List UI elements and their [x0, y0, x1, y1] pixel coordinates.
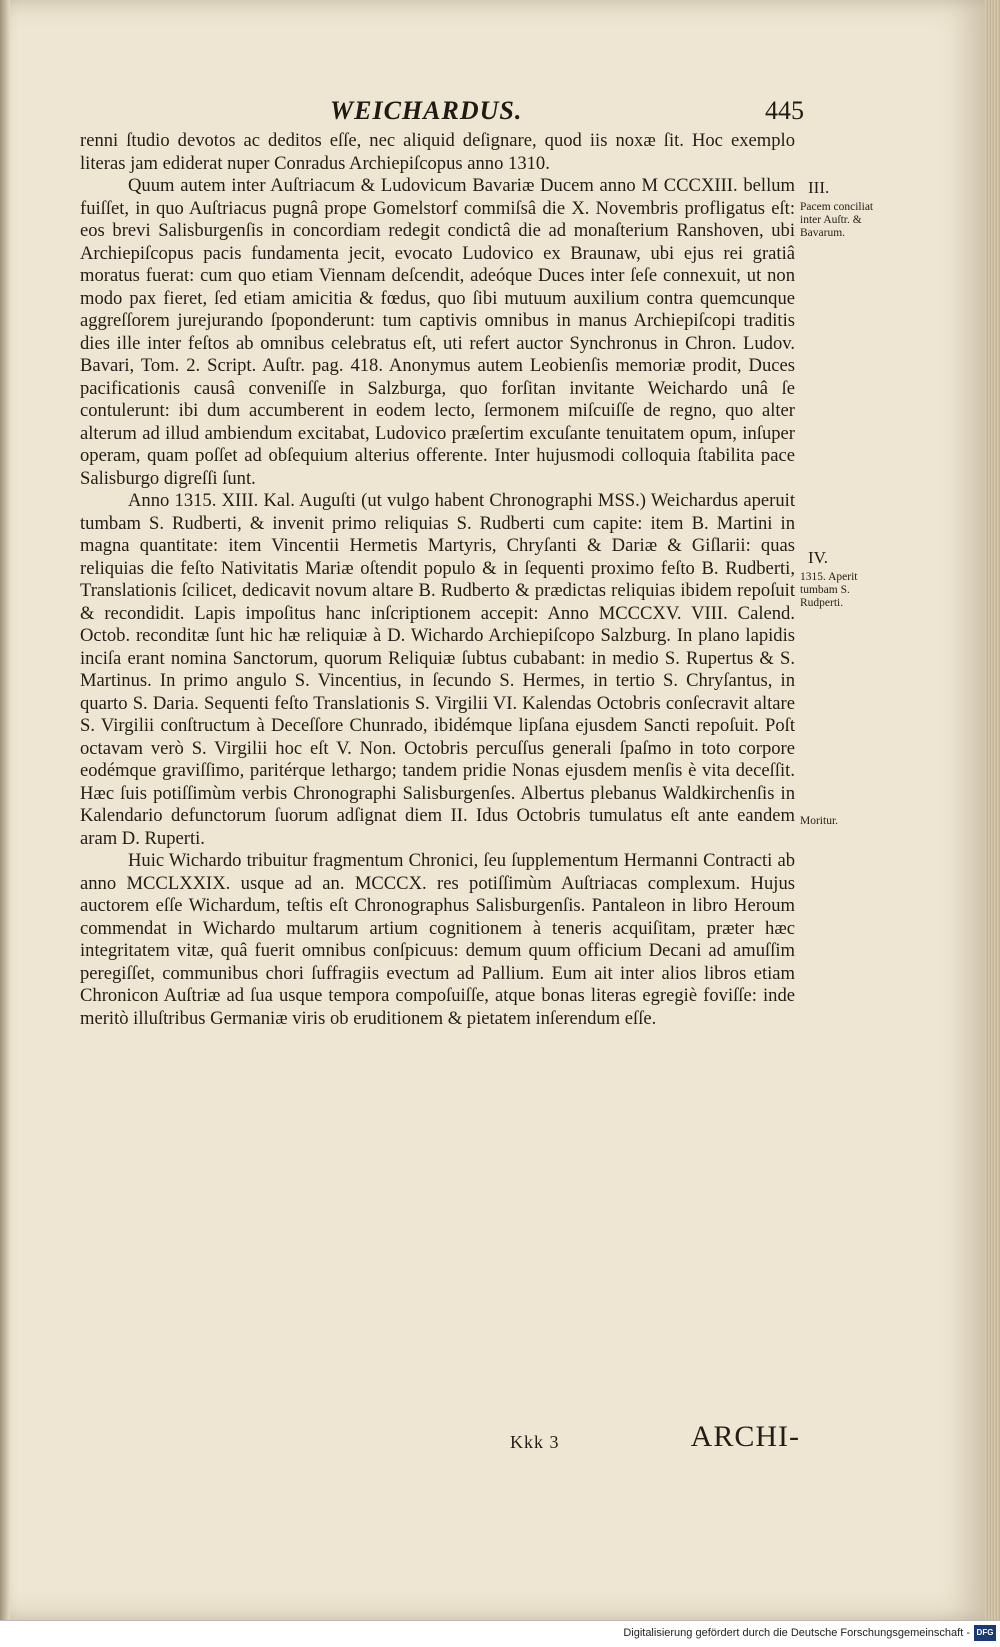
running-title: WEICHARDUS. — [330, 96, 523, 125]
paragraph: Anno 1315. XIII. Kal. Auguſti (ut vulgo habent Chronographi MSS.) Weichardus aperuit tumbam S. Rudberti, & invenit primo reliquias S. Rudberti cum capite: item B. Martini in magna quantitate: item Vincentii Hermetis Martyris, Chryſanti & Dariæ & Giſlarii: quas reliquias die feſto Nativitatis Mariæ oſtendit populo & in ſequenti proximo feſto B. Rudberti, Translationis ſcilicet, dedicavit novum altare B. Rudberto & prædictas reliquias ibidem repoſuit & recondidit. Lapis impoſitus hanc inſcriptionem accepit: Anno MCCCXV. VIII. Calend. Octob. reconditæ ſunt hic hæ reliquiæ à D. Wichardo Archiepiſcopo Salzburg. In plano lapidis inciſa erant nomina Sanctorum, quorum Reliquiæ ſubtus cubabant: in medio S. Rupertus & S. Martinus. In primo angulo S. Vincentius, in ſecundo S. Hermes, in tertio S. Chryſantus, in quarto S. Daria. Sequenti feſto Translationis S. Virgilii VI. Kalendas Octobris conſecravit altare S. Virgilii conſtructum à Deceſſore Chunrado, ibidémque lipſana ejusdem Sancti repoſuit. Poſt octavam verò S. Virgilii hoc eſt V. Non. Octobris percuſſus generali ſpaſmo in toto corpore eodémque graviſſimo, paritérque lethargo; tandem pridie Nonas ejusdem menſis è vita deceſſit. Hæc ſuis potiſſimùm verbis Chronographi Salisburgenſes. Albertus plebanus Waldkirchenſis in Kalendario defunctorum ſuorum adſignat diem II. Idus Octobris tumulatus eſt ante eandem aram D. Ruperti. — [80, 490, 795, 849]
margin-note — [800, 815, 890, 828]
paragraph: Quum autem inter Auſtriacum & Ludovicum Bavariæ Ducem anno M CCCXIII. bellum fuiſſet, in quo Auſtriacus pugnâ prope Gomelstorf commiſsâ die X. Novembris profligatus eſt: eos brevi Salisburgenſis in concordiam redegit condictâ die ad monaſterium Ranshoven, ubi Archiepiſcopus pacis fundamenta jecit, evocato Ludovico ex Braunaw, ubi ejus rei gratiâ moratus fuerat: cum quo etiam Viennam deſcendit, adeóque Duces inter ſeſe connexuit, ut non modo pax fieret, ſed etiam amicitia & fœdus, quo ſibi mutuum auxilium contra quemcunque aggreſſorem jurejurando ſpoponderunt: tum captivis omnibus in manus Archiepiſcopi traditis dies ille inter feſtos ab omnibus celebratus eſt, uti refert auctor Synchronus in Chron. Ludov. Bavari, Tom. 2. Script. Auſtr. pag. 418. Anonymus autem Leobienſis memoriæ prodit, Duces pacificationis causâ conveniſſe in Salzburga, quo forſitan invitante Weichardo unâ ſe contulerunt: ibi dum accumberent in eodem lecto, ſermonem miſcuiſſe de regno, quo alter alterum ad illud ambiendum excitabat, Ludovico præſertim excuſante tenuitatem opum, inſuper operam, quam poſſet ad obſequium alterius offerente. Inter hujusmodi colloquia ſtabilita pace Salisburgo digreſſi ſunt. — [80, 175, 795, 489]
paragraph: renni ſtudio devotos ac deditos eſſe, nec aliquid deſignare, quod iis noxæ ſit. Hoc exemplo literas jam ediderat nuper Conradus Archiepiſcopus anno 1310. — [80, 130, 795, 174]
margin-note — [800, 178, 890, 240]
main-text — [80, 130, 795, 1030]
page-header — [80, 96, 804, 130]
credit-bar — [0, 1620, 1000, 1647]
margin-note-text: Pacem conciliat inter Auſtr. & Bavarum. — [800, 201, 874, 239]
signature-mark: Kkk 3 — [510, 1432, 560, 1452]
margin-note-text: 1315. Aperit tumbam S. Rudperti. — [800, 571, 858, 609]
dfg-logo: DFG — [974, 1625, 996, 1641]
margin-note-text: Moritur. — [800, 815, 839, 827]
paragraph: Huic Wichardo tribuitur fragmentum Chronici, ſeu ſupplementum Hermanni Contracti ab anno MCCLXXIX. usque ad an. MCCCX. res potiſſimùm Auſtriacas complexum. Hujus auctorem eſſe Wichardum, teſtis eſt Chronographus Salisburgenſis. Pantaleon in libro Heroum commendat in Wichardo multarum artium cognitionem à teneris acquiſitam, præter hæc integritatem vitæ, quâ fuerit omnibus conſpicuus: demum quum officium Decani ad amuſſim peregiſſet, communibus chori ſuffragiis evectum ad Pallium. Eum ait inter alios libros etiam Chronicon Auſtriæ ad ſua usque tempora compoſuiſſe, atque bonas literas egregiè foviſſe: inde meritò illuſtribus Germaniæ viris ob eruditionem & pietatem inſerendum eſſe. — [80, 850, 795, 1029]
page-number: 445 — [765, 96, 804, 125]
page-gutter — [0, 0, 10, 1620]
catchword: ARCHI- — [690, 1420, 800, 1453]
margin-note — [800, 548, 890, 610]
margin-note-numeral: III. — [808, 178, 830, 197]
credit-text: Digitalisierung gefördert durch die Deutsche Forschungsgemeinschaft - — [623, 1627, 970, 1639]
margin-note-numeral: IV. — [808, 548, 828, 567]
page-stack-edge — [985, 0, 1000, 1620]
page-footer — [80, 1420, 800, 1460]
